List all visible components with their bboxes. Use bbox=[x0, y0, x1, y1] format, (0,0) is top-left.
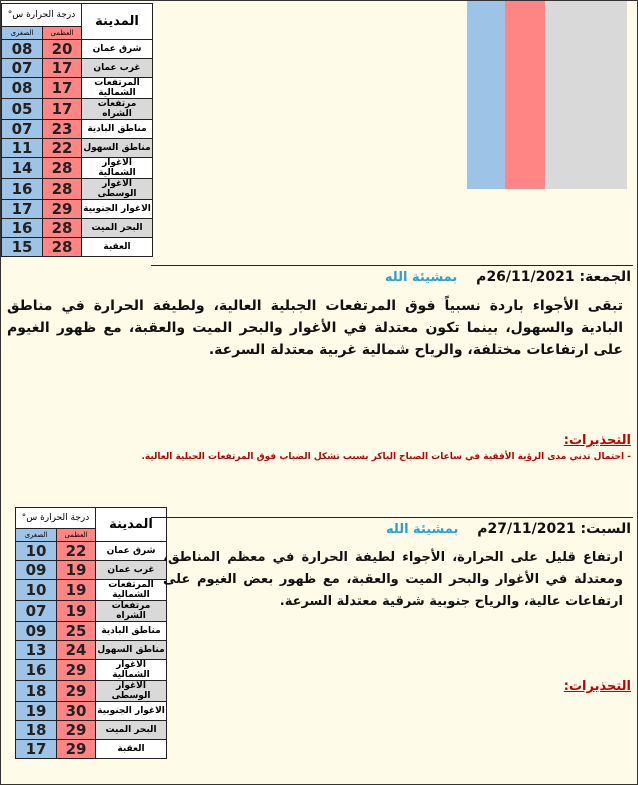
city-cell: مرتفعات الشراه bbox=[96, 601, 167, 622]
table-row bbox=[2, 99, 153, 120]
max-temp-cell: 30 bbox=[57, 702, 96, 721]
min-temp-cell: 18 bbox=[16, 681, 57, 702]
day1-forecast: تبقى الأجواء باردة نسبياً فوق المرتفعات الجبلية العالية، ولطيفة الحرارة في مناطق البادية والسهول، بينما تكون معتدلة في الأغوار والبحر الميت والعقبة، مع ظهور الغيوم على ارتفاعات مختلفة، والرياح شمالية غربية معتدلة السرعة. bbox=[7, 298, 623, 358]
max-temp-cell: 28 bbox=[43, 219, 82, 238]
table-row bbox=[16, 660, 167, 681]
city-cell: مناطق السهول bbox=[82, 139, 153, 158]
min-color-bar bbox=[467, 1, 505, 189]
temperature-table-day1 bbox=[1, 3, 153, 257]
min-temp-cell: 13 bbox=[16, 641, 57, 660]
max-header: العظمى bbox=[57, 529, 96, 542]
min-temp-cell: 15 bbox=[2, 238, 43, 257]
city-cell: شرق عمان bbox=[96, 542, 167, 561]
max-temp-cell: 25 bbox=[57, 622, 96, 641]
city-cell: مناطق السهول bbox=[96, 641, 167, 660]
table-row bbox=[16, 580, 167, 601]
city-cell: غرب عمان bbox=[96, 561, 167, 580]
city-header: المدينة bbox=[82, 4, 153, 40]
day1-title: الجمعة: 26/11/2021م bbox=[476, 269, 631, 285]
table-row bbox=[2, 200, 153, 219]
max-temp-cell: 23 bbox=[43, 120, 82, 139]
table-row bbox=[16, 622, 167, 641]
max-temp-cell: 19 bbox=[57, 561, 96, 580]
day1-warnings-text: - احتمال تدني مدى الرؤية الأفقية في ساعات الصباح الباكر بسبب تشكل الضباب فوق المرتفعات الجبلية العالية. bbox=[141, 452, 631, 462]
min-temp-cell: 18 bbox=[16, 721, 57, 740]
min-temp-cell: 16 bbox=[2, 179, 43, 200]
min-temp-cell: 17 bbox=[16, 740, 57, 759]
table-row bbox=[16, 641, 167, 660]
max-temp-cell: 29 bbox=[57, 721, 96, 740]
city-cell: المرتفعات الشمالية bbox=[96, 580, 167, 601]
max-temp-cell: 29 bbox=[57, 740, 96, 759]
city-cell: الاغوار الشمالية bbox=[96, 660, 167, 681]
divider-day2 bbox=[151, 517, 633, 518]
min-temp-cell: 19 bbox=[16, 702, 57, 721]
divider-day1 bbox=[151, 265, 633, 266]
city-cell: مناطق البادية bbox=[82, 120, 153, 139]
min-temp-cell: 09 bbox=[16, 622, 57, 641]
max-temp-cell: 28 bbox=[43, 158, 82, 179]
table-row bbox=[16, 740, 167, 759]
table-row bbox=[2, 158, 153, 179]
max-temp-cell: 22 bbox=[43, 139, 82, 158]
table-row bbox=[2, 40, 153, 59]
city-cell: الاغوار الجنوبية bbox=[96, 702, 167, 721]
table-row bbox=[16, 561, 167, 580]
min-temp-cell: 11 bbox=[2, 139, 43, 158]
city-cell: مناطق البادية bbox=[96, 622, 167, 641]
table-row bbox=[16, 681, 167, 702]
table-row bbox=[2, 179, 153, 200]
table-row bbox=[16, 542, 167, 561]
day1-brand: بمشيئة الله bbox=[384, 270, 458, 285]
temperature-table-day2 bbox=[15, 507, 167, 759]
max-temp-cell: 17 bbox=[43, 59, 82, 78]
min-temp-cell: 07 bbox=[2, 120, 43, 139]
min-temp-cell: 07 bbox=[16, 601, 57, 622]
city-cell: البحر الميت bbox=[96, 721, 167, 740]
max-temp-cell: 29 bbox=[43, 200, 82, 219]
temperature-header: درجة الحرارة س° bbox=[16, 508, 96, 529]
max-temp-cell: 17 bbox=[43, 99, 82, 120]
table-row bbox=[2, 59, 153, 78]
table-row bbox=[2, 120, 153, 139]
city-cell: شرق عمان bbox=[82, 40, 153, 59]
table-row bbox=[2, 219, 153, 238]
min-temp-cell: 05 bbox=[2, 99, 43, 120]
min-temp-cell: 16 bbox=[16, 660, 57, 681]
city-cell: الاغوار الشمالية bbox=[82, 158, 153, 179]
max-temp-cell: 28 bbox=[43, 238, 82, 257]
day2-brand: بمشيئة الله bbox=[386, 522, 459, 537]
city-cell: البحر الميت bbox=[82, 219, 153, 238]
table-row bbox=[2, 238, 153, 257]
day2-header bbox=[386, 521, 631, 537]
table-row bbox=[16, 702, 167, 721]
table-row bbox=[2, 139, 153, 158]
temperature-header: درجة الحرارة س° bbox=[2, 4, 82, 27]
city-cell: العقبة bbox=[96, 740, 167, 759]
min-temp-cell: 09 bbox=[16, 561, 57, 580]
min-temp-cell: 16 bbox=[2, 219, 43, 238]
city-cell: مرتفعات الشراه bbox=[82, 99, 153, 120]
city-cell: الاغوار الوسطى bbox=[82, 179, 153, 200]
min-temp-cell: 17 bbox=[2, 200, 43, 219]
day1-header bbox=[385, 269, 631, 285]
min-temp-cell: 10 bbox=[16, 580, 57, 601]
min-temp-cell: 08 bbox=[2, 40, 43, 59]
table-row bbox=[16, 601, 167, 622]
gray-bar bbox=[545, 1, 627, 189]
min-temp-cell: 07 bbox=[2, 59, 43, 78]
max-color-bar bbox=[505, 1, 545, 189]
max-temp-cell: 24 bbox=[57, 641, 96, 660]
min-temp-cell: 14 bbox=[2, 158, 43, 179]
city-cell: غرب عمان bbox=[82, 59, 153, 78]
day2-warnings-title: التحذيرات: bbox=[563, 679, 631, 694]
table-row bbox=[16, 721, 167, 740]
day2-forecast: ارتفاع قليل على الحرارة، الأجواء لطيفة الحرارة في معظم المناطق، ومعتدلة في الأغوار والبحر الميت والعقبة، مع ظهور بعض الغيوم على ارتفاعات عالية، والرياح جنوبية شرقية معتدلة السرعة. bbox=[163, 550, 623, 609]
min-header: الصغرى bbox=[2, 27, 43, 40]
min-temp-cell: 10 bbox=[16, 542, 57, 561]
city-cell: الاغوار الوسطى bbox=[96, 681, 167, 702]
day2-title: السبت: 27/11/2021م bbox=[477, 521, 631, 537]
city-cell: الاغوار الجنوبية bbox=[82, 200, 153, 219]
city-cell: المرتفعات الشمالية bbox=[82, 78, 153, 99]
min-header: الصغرى bbox=[16, 529, 57, 542]
max-temp-cell: 29 bbox=[57, 681, 96, 702]
city-cell: العقبة bbox=[82, 238, 153, 257]
max-temp-cell: 20 bbox=[43, 40, 82, 59]
max-temp-cell: 17 bbox=[43, 78, 82, 99]
city-header: المدينة bbox=[96, 508, 167, 542]
table-row bbox=[2, 78, 153, 99]
max-temp-cell: 29 bbox=[57, 660, 96, 681]
max-temp-cell: 19 bbox=[57, 601, 96, 622]
min-temp-cell: 08 bbox=[2, 78, 43, 99]
max-temp-cell: 19 bbox=[57, 580, 96, 601]
max-header: العظمى bbox=[43, 27, 82, 40]
day1-warnings-title: التحذيرات: bbox=[563, 433, 631, 448]
max-temp-cell: 22 bbox=[57, 542, 96, 561]
max-temp-cell: 28 bbox=[43, 179, 82, 200]
